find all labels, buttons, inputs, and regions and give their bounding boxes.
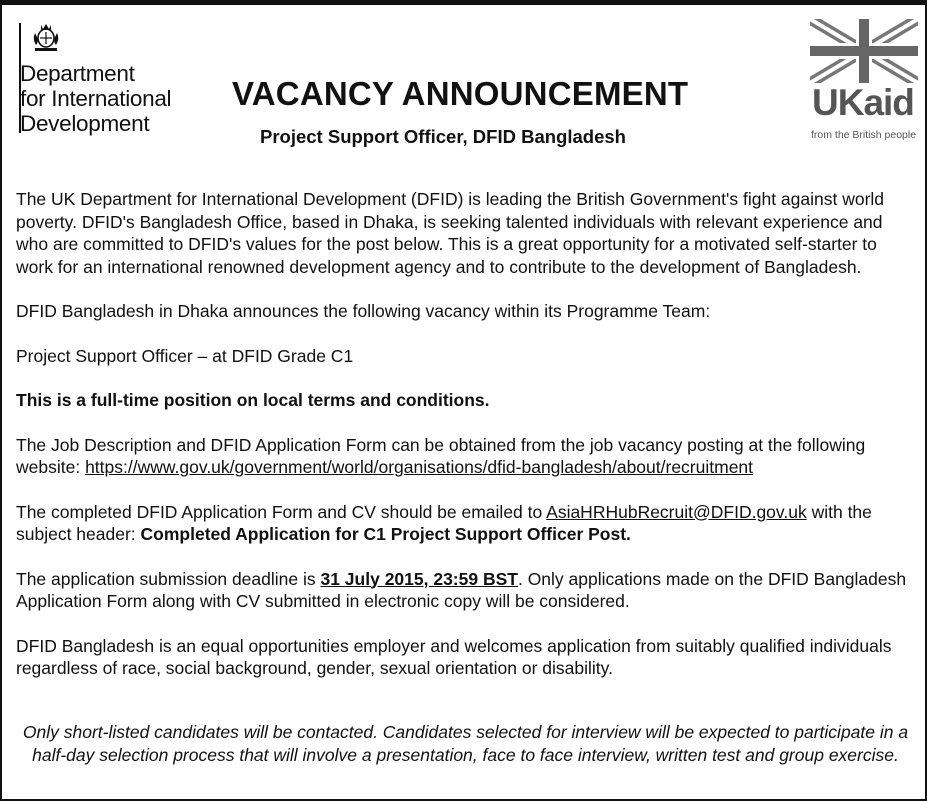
- royal-crest-icon: [29, 19, 63, 53]
- job-description-paragraph: [16, 434, 916, 479]
- page-title: VACANCY ANNOUNCEMENT: [232, 75, 689, 112]
- recruitment-link[interactable]: https://www.gov.uk/government/world/organisations/dfid-bangladesh/about/recruitment: [85, 457, 754, 477]
- dfid-logo: [10, 11, 195, 136]
- equal-opportunity-paragraph: DFID Bangladesh is an equal opportunities employer and welcomes application from suitably qualified individuals regardless of race, social background, gender, sexual orientation or disability.: [16, 635, 892, 678]
- email-text: The completed DFID Application Form and CV should be emailed to: [16, 501, 547, 522]
- position-paragraph: Project Support Officer – at DFID Grade C1: [16, 345, 354, 366]
- fulltime-paragraph: This is a full-time position on local terms and conditions.: [16, 390, 490, 410]
- dfid-line-2: for International: [20, 86, 172, 111]
- deadline-suffix: . Only applications made on the DFID Bangladesh Application Form along with CV submitted in electronic copy will be considered.: [16, 568, 907, 611]
- email-paragraph: [16, 501, 916, 546]
- footer-note: Only short-listed candidates will be contacted. Candidates selected for interview will be expected to participate in a half-day selection process that will involve a presentation, face to face interview, written test and group exercise.: [22, 722, 909, 765]
- deadline-prefix: The application submission deadline is: [16, 568, 321, 589]
- page-subtitle: Project Support Officer, DFID Bangladesh: [260, 126, 626, 147]
- email-mid-text: with the subject header:: [16, 501, 872, 544]
- email-subject: Completed Application for C1 Project Support Officer Post.: [140, 524, 631, 544]
- deadline-paragraph: [16, 568, 916, 613]
- jd-text: The Job Description and DFID Application Form can be obtained from the job vacancy posting at the following website:: [16, 434, 866, 477]
- deadline-date: 31 July 2015, 23:59 BST: [320, 568, 518, 589]
- announcement-body: [16, 188, 916, 680]
- intro-paragraph: The UK Department for International Development (DFID) is leading the British Government's fight against world poverty. DFID's Bangladesh Office, based in Dhaka, is seeking talented individuals with relevant experience and who are committed to DFID's values for the post below. This is a great opportunity for a motivated self-starter to work for an international renowned development agency and to contribute to the development of Bangladesh.: [16, 189, 885, 277]
- union-flag-icon: [810, 19, 918, 83]
- announce-paragraph: DFID Bangladesh in Dhaka announces the following vacancy within its Programme Team:: [16, 301, 711, 321]
- ukaid-tagline: from the British people: [811, 129, 917, 141]
- dfid-name: [20, 61, 171, 136]
- ukaid-wordmark: UKaid: [812, 82, 914, 123]
- dfid-line-1: Department: [20, 61, 135, 86]
- dfid-line-3: Development: [20, 111, 150, 136]
- ukaid-logo: [810, 19, 922, 144]
- email-link[interactable]: AsiaHRHubRecruit@DFID.gov.uk: [546, 501, 807, 522]
